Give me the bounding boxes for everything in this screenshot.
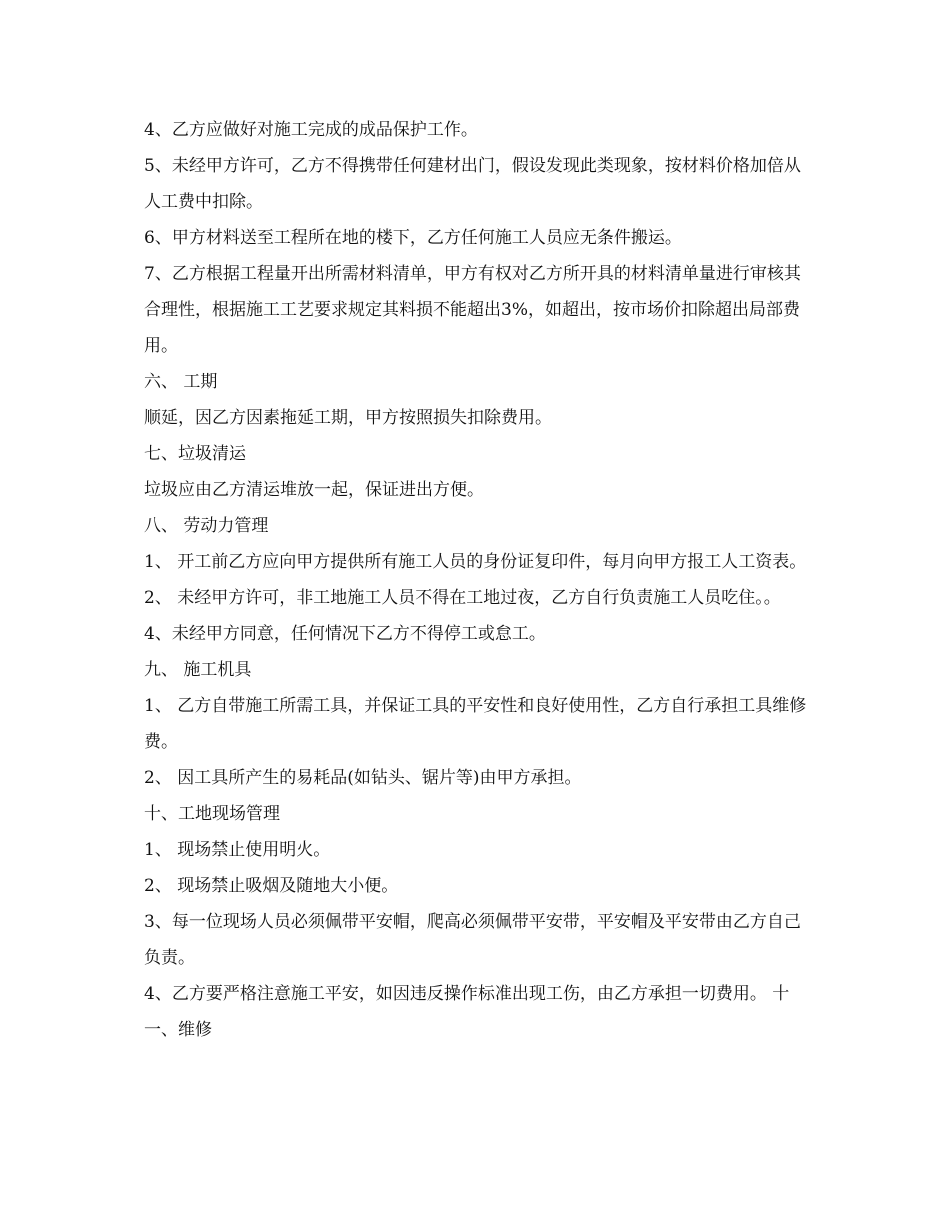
paragraph-12: 2、 现场禁止吸烟及随地大小便。 [144,876,399,896]
paragraph-8: 4、未经甲方同意，任何情况下乙方不得停工或怠工。 [144,624,546,644]
paragraph-13: 3、每一位现场人员必须佩带平安帽，爬高必须佩带平安带，平安帽及平安带由乙方自己负责。 [144,912,801,968]
paragraph-3: 6、甲方材料送至工程所在地的楼下，乙方任何施工人员应无条件搬运。 [144,228,682,248]
paragraph-4: 7、乙方根据工程量开出所需材料清单，甲方有权对乙方所开具的材料清单量进行审核其合理性，根据施工工艺要求规定其料损不能超出3%，如超出，按市场价扣除超出局部费用。 [144,264,801,356]
section-heading-schedule: 六、 工期 [144,372,218,392]
paragraph-1: 4、乙方应做好对施工完成的成品保护工作。 [144,120,478,140]
document-body [144,112,814,1048]
paragraph-5: 顺延，因乙方因素拖延工期，甲方按照损失扣除费用。 [144,408,552,428]
paragraph-6: 垃圾应由乙方清运堆放一起，保证进出方便。 [144,480,484,500]
section-heading-labor: 八、 劳动力管理 [144,516,269,536]
section-heading-tools: 九、 施工机具 [144,660,252,680]
paragraph-9: 1、 乙方自带施工所需工具，并保证工具的平安性和良好使用性，乙方自行承担工具维修费。 [144,696,807,752]
paragraph-7: 1、 开工前乙方应向甲方提供所有施工人员的身份证复印件，每月向甲方报工人工资表。 2、 未经甲方许可，非工地施工人员不得在工地过夜，乙方自行负责施工人员吃住。。 [144,552,807,608]
paragraph-10: 2、 因工具所产生的易耗品(如钻头、锯片等)由甲方承担。 [144,768,582,788]
section-heading-site: 十、工地现场管理 [144,804,280,824]
section-heading-waste: 七、垃圾清运 [144,444,246,464]
paragraph-14: 4、乙方要严格注意施工平安，如因违反操作标准出现工伤，由乙方承担一切费用。 十一、维修 [144,984,790,1040]
paragraph-11: 1、 现场禁止使用明火。 [144,840,331,860]
paragraph-2: 5、未经甲方许可，乙方不得携带任何建材出门，假设发现此类现象，按材料价格加倍从人工费中扣除。 [144,156,801,212]
